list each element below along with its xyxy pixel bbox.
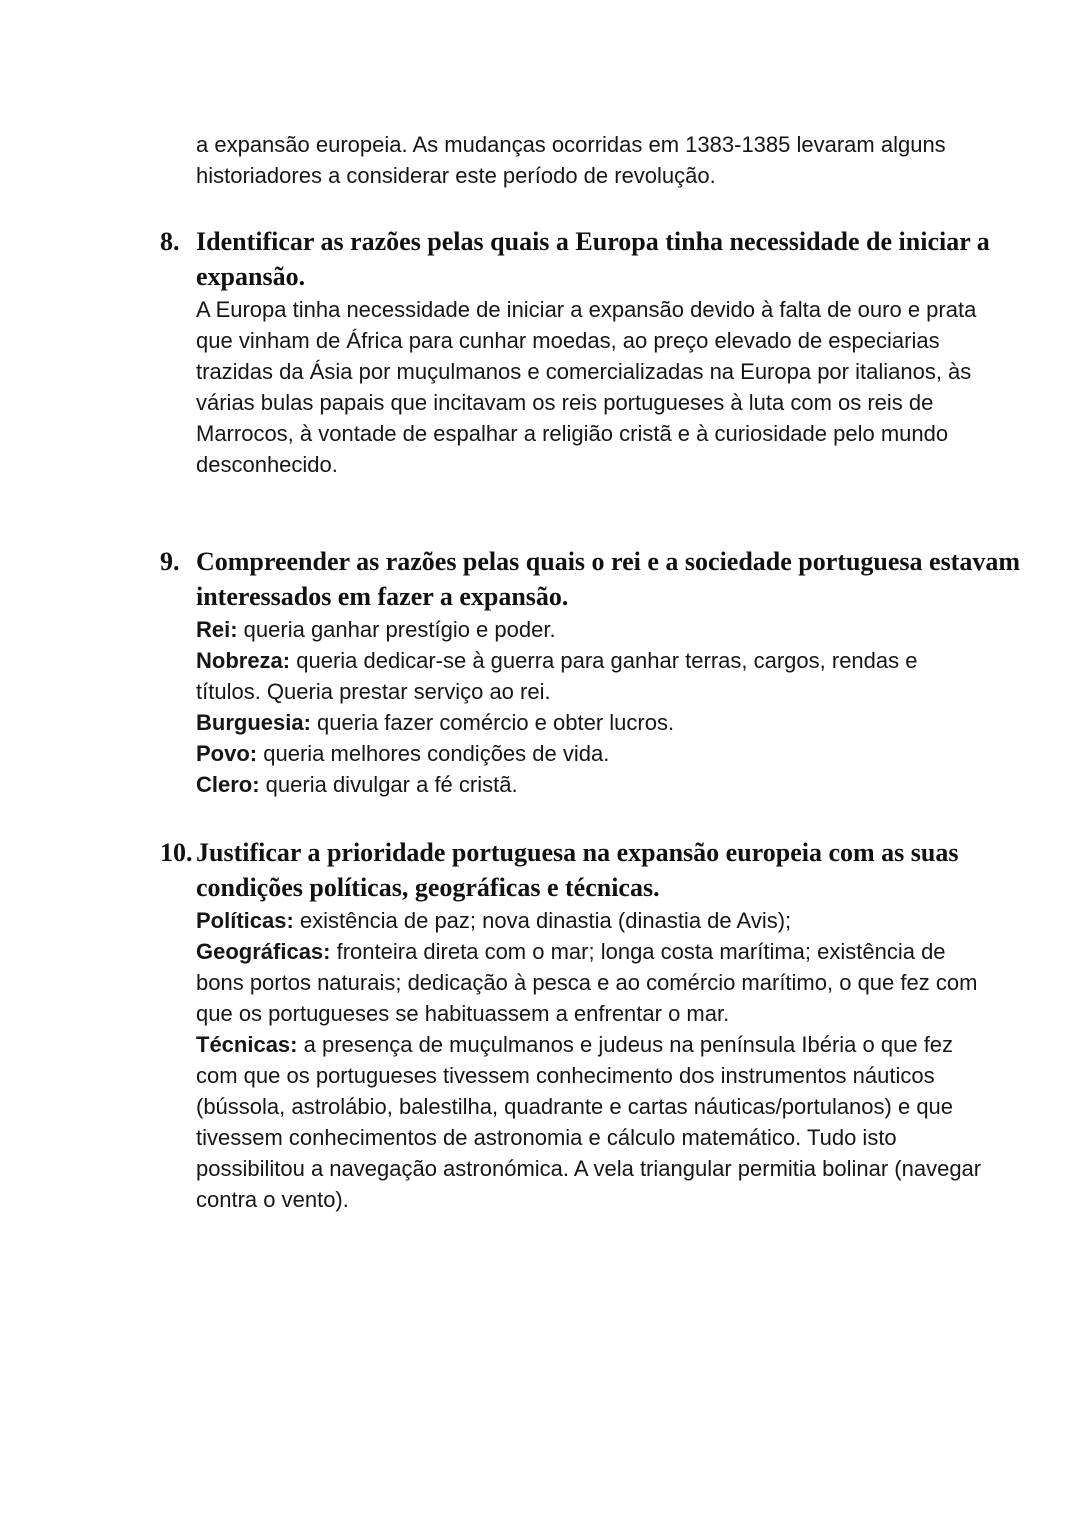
question-title: Justificar a prioridade portuguesa na expansão europeia com as suas condições políticas, geográficas e técnicas. [196,838,959,902]
intro-paragraph: a expansão europeia. As mudanças ocorridas em 1383-1385 levaram alguns historiadores a considerar este período de revolução. [196,132,946,188]
question-10 [160,835,1040,1215]
question-title: Identificar as razões pelas quais a Europa tinha necessidade de iniciar a expansão. [196,227,990,291]
answer-item-povo [196,738,986,769]
item-label: Clero: [196,772,260,797]
question-number: 10. [160,838,193,867]
question-8 [160,224,1040,480]
answer-item-burguesia [196,707,986,738]
item-text: existência de paz; nova dinastia (dinastia de Avis); [293,908,792,933]
item-label: Povo: [196,741,258,766]
item-label: Rei: [196,617,238,642]
answer-item-tecnicas [196,1029,986,1215]
question-answer [196,905,986,1215]
question-9 [160,544,1040,800]
item-label: Políticas: [196,908,294,933]
item-label: Técnicas: [196,1032,298,1057]
item-label: Burguesia: [196,710,311,735]
answer-item-rei [196,614,986,645]
question-heading [160,835,1040,905]
item-text: queria divulgar a fé cristã. [259,772,518,797]
question-answer [196,614,986,800]
answer-item-nobreza [196,645,986,707]
answer-item-politicas [196,905,986,936]
question-number: 9. [160,547,180,576]
question-heading [160,544,1040,614]
item-text: queria dedicar-se à guerra para ganhar terras, cargos, rendas e títulos. Queria prestar serviço ao rei. [196,648,918,704]
item-text: fronteira direta com o mar; longa costa marítima; existência de bons portos naturais; dedicação à pesca e ao comércio marítimo, o que fez com que os portugueses se habituassem a enfrentar o mar. [196,939,978,1026]
question-title: Compreender as razões pelas quais o rei e a sociedade portuguesa estavam interessados em fazer a expansão. [196,547,1021,611]
item-label: Geográficas: [196,939,331,964]
answer-item-geograficas [196,936,986,1029]
question-answer [196,294,986,480]
item-text: queria fazer comércio e obter lucros. [310,710,675,735]
item-label: Nobreza: [196,648,291,673]
item-text: queria ganhar prestígio e poder. [237,617,556,642]
question-number: 8. [160,227,180,256]
answer-item-clero [196,769,986,800]
item-text: a presença de muçulmanos e judeus na península Ibéria o que fez com que os portugueses tivessem conhecimento dos instrumentos náuticos (bússola, astrolábio, balestilha, quadrante e cartas náuticas/portulanos) e que tivessem conhecimentos de astronomia e cálculo matemático. Tudo isto possibilitou a navegação astronómica. A vela triangular permitia bolinar (navegar contra o vento). [196,1032,982,1212]
item-text: queria melhores condições de vida. [257,741,610,766]
answer-paragraph: A Europa tinha necessidade de iniciar a expansão devido à falta de ouro e prata que vinham de África para cunhar moedas, ao preço elevado de especiarias trazidas da Ásia por muçulmanos e comercializadas na Europa por italianos, às várias bulas papais que incitavam os reis portugueses à luta com os reis de Marrocos, à vontade de espalhar a religião cristã e à curiosidade pelo mundo desconhecido. [196,297,977,477]
question-heading [160,224,1040,294]
